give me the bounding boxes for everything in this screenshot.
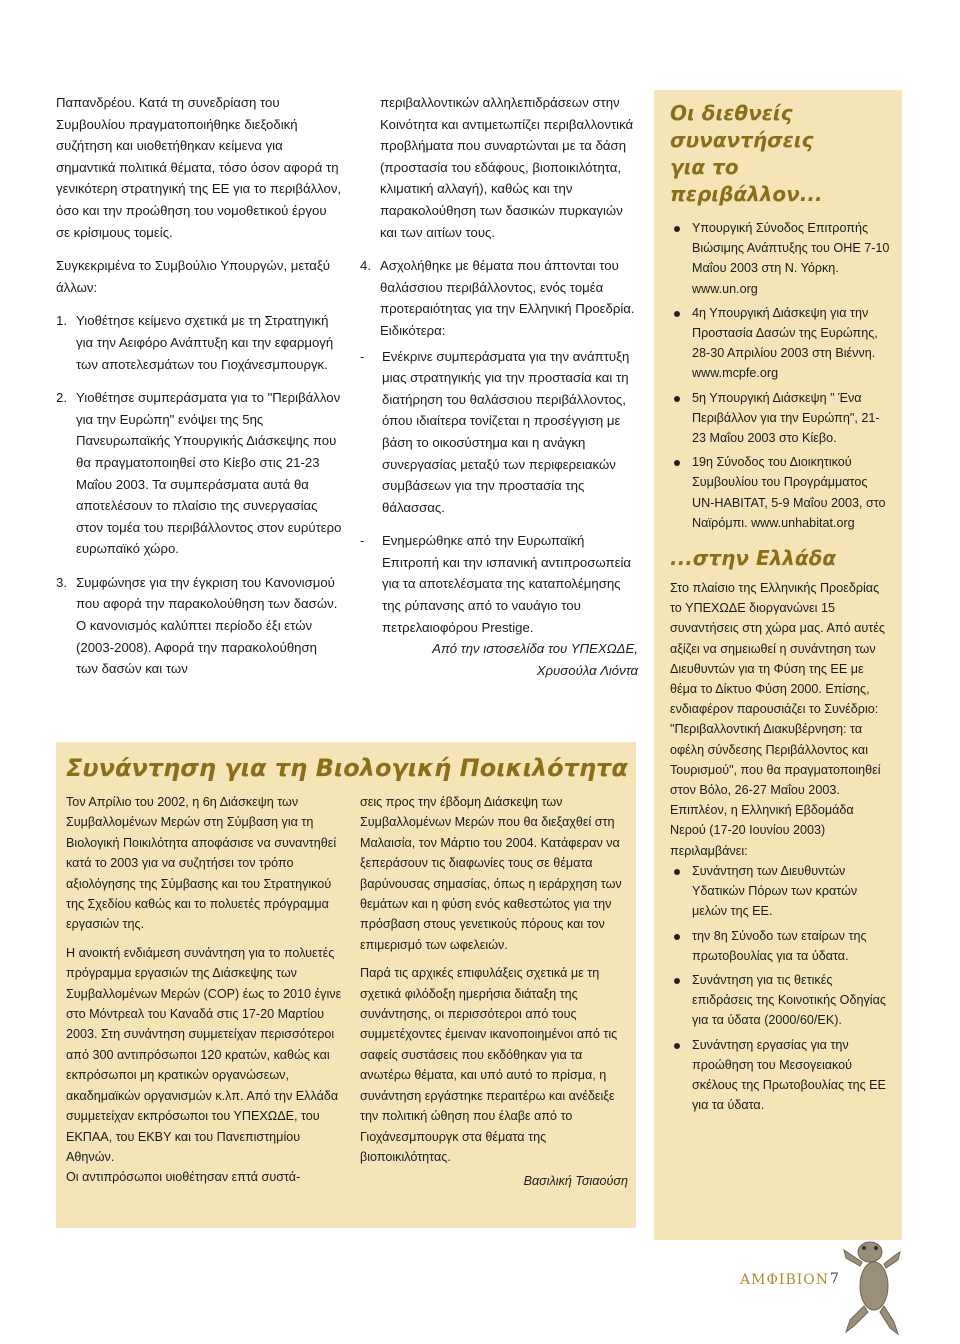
sidebar-heading-line-1: Οι διεθνείς	[670, 101, 793, 125]
list-item	[670, 861, 892, 922]
sidebar-heading-line-3: για το περιβάλλον...	[670, 155, 823, 206]
col2-numbered-list	[360, 255, 638, 341]
bio-left-paragraph-3: Οι αντιπρόσωποι υιοθέτησαν επτά συστά-	[66, 1170, 301, 1185]
list-item	[360, 530, 638, 638]
bullet-icon	[674, 869, 680, 875]
bio-right-paragraph-2: Παρά τις αρχικές επιφυλάξεις σχετικά με τη σχετικά φιλόδοξη ημερήσια διάταξη της συνάντησης, οι περισσότεροι από τους συμμετέχοντες έμειναν ικανοποιημένοι από τις σαφείς συστάσεις που εκδόθηκαν για τα ανωτέρω θέματα, και υπό αυτό το πρίσμα, η συνάντηση εργάστηκε περαιτέρω και ανέδειξε την πολιτική ώθηση που έλαβε από το Γιοχάνεσμπουργκ στα θέματα της βιοποικιλότητας.	[360, 966, 618, 1164]
col2-paragraph-1: περιβαλλοντικών αλληλεπιδράσεων στην Κοινότητα και αντιμετωπίζει περιβαλλοντικά προβλήματα που συναρτώνται με τα δάση (προστασία του εδάφους, βιοποικιλότητα, κλιματική αλλαγή), καθώς και την παρακολούθηση των δασικών πυρκαγιών και των αιτίων τους.	[380, 95, 634, 240]
list-item	[670, 218, 892, 299]
bullet-icon	[674, 311, 680, 317]
list-text: Συμφώνησε για την έγκριση του Κανονισμού που αφορά την παρακολούθηση των δασών. Ο κανονισμός καλύπτει περίοδο έξι ετών (2003-2008). Αφορά την παρακολούθηση των δασών και των	[76, 574, 338, 677]
column-2	[360, 92, 638, 681]
col1-numbered-list	[56, 310, 342, 680]
sidebar-heading-line-2: συναντήσεις	[670, 128, 814, 152]
bullet-icon	[674, 1043, 680, 1049]
author-line: Χρυσούλα Λιόντα	[536, 662, 638, 678]
bio-left-column	[66, 792, 342, 1188]
col2-dash-list	[360, 346, 638, 639]
list-text: 5η Υπουργική Διάσκεψη " Ένα Περιβάλλον για την Ευρώπη", 21-23 Μαΐου 2003 στο Κίεβο.	[692, 390, 880, 446]
bullet-icon	[674, 460, 680, 466]
list-text: Συνάντηση εργασίας για την προώθηση του Μεσογειακού σκέλους της Πρωτοβουλίας της ΕΕ για τα ύδατα.	[692, 1037, 886, 1113]
bullet-icon	[674, 934, 680, 940]
list-text: Ενέκρινε συμπεράσματα για την ανάπτυξη μιας στρατηγικής για την προστασία και τη διατήρηση του θαλάσσιου περιβάλλοντος, όπου ιδιαίτερα τονίζεται η προσέγγιση με βάση το οικοσύστημα και η ανάγκη συνεργασίας μεταξύ των περιφερειακών συμβάσεων για την προστασία της θάλασσας.	[382, 348, 630, 515]
list-item	[670, 452, 892, 533]
list-item	[670, 926, 892, 966]
list-item	[670, 388, 892, 449]
page-number: 7	[830, 1271, 839, 1287]
source-line: Από την ιστοσελίδα του ΥΠΕΧΩΔΕ,	[432, 641, 638, 657]
list-text: Υιοθέτησε κείμενο σχετικά με τη Στρατηγική για την Αειφόρο Ανάπτυξη και την εφαρμογή των αποτελεσμάτων του Γιοχάνεσμπουργκ.	[76, 313, 334, 372]
greece-meetings-list	[670, 861, 892, 1115]
bio-right-paragraph-1: σεις προς την έβδομη Διάσκεψη των Συμβαλλομένων Μερών που θα διεξαχθεί στη Μαλαισία, τον Μάρτιο του 2004. Κατάφεραν να ξεπεράσουν τις διαφωνίες τους σε θέματα βαρύνουσας σημασίας, όπως η ιεράρχηση των θεμάτων και η φύση ενός καθεστώτος για την πρόσβαση στους γενετικούς πόρους και τον επιμερισμό των ωφελειών.	[360, 795, 622, 952]
list-number: 4.	[360, 258, 371, 274]
list-text: 4η Υπουργική Διάσκεψη για την Προστασία Δασών της Ευρώπης, 28-30 Απριλίου 2003 στη Βιέννη. www.mcpfe.org	[692, 305, 878, 381]
biodiversity-title: Συνάντηση για τη Βιολογική Ποικιλότητα	[66, 754, 628, 782]
list-text: Υιοθέτησε συμπεράσματα για το "Περιβάλλον για την Ευρώπη" ενόψει της 5ης Πανευρωπαϊκής Υπουργικής Διάσκεψης που θα πραγματοποιηθεί στο Κίεβο στις 21-23 Μαΐου 2003. Τα συμπεράσματα αυτά θα αποτελέσουν το πλαίσιο της συνεργασίας στον τομέα του περιβάλλοντος στον ευρύτερο ευρωπαϊκό χώρο.	[76, 390, 342, 557]
list-number: 2.	[56, 390, 67, 406]
list-text: 19η Σύνοδος του Διοικητικού Συμβουλίου του Προγράμματος UN-HABITAT, 5-9 Μαΐου 2003, στο Ναϊρόμπι. www.unhabitat.org	[692, 455, 886, 530]
list-item	[56, 572, 342, 680]
list-dash: -	[360, 348, 365, 364]
list-text: Υπουργική Σύνοδος Επιτροπής Βιώσιμης Ανάπτυξης του ΟΗΕ 7-10 Μαΐου 2003 στη Ν. Υόρκη. www.un.org	[692, 221, 890, 296]
column-1	[56, 92, 342, 680]
list-item	[670, 303, 892, 384]
bio-left-paragraph-2: Η ανοικτή ενδιάμεση συνάντηση για το πολυετές πρόγραμμα εργασιών της Διάσκεψης των Συμβαλλομένων Μερών (COP) έως το 2010 έγινε στο Μόντρεαλ του Καναδά στις 17-20 Μαρτίου 2003. Στη συνάντηση συμμετείχαν περισσότεροι από 300 αντιπρόσωποι 120 κρατών, καθώς και εκπρόσωποι μη κρατικών οργανώσεων, ακαδημαϊκών οργανισμών κ.λπ. Από την Ελλάδα συμμετείχαν εκπρόσωποι του ΥΠΕΧΩΔΕ, του ΕΚΠΑΑ, του ΕΚΒΥ και του Πανεπιστημίου Αθηνών.	[66, 945, 342, 1164]
col1-paragraph-2: Συγκεκριμένα το Συμβούλιο Υπουργών, μεταξύ άλλων:	[56, 258, 331, 295]
list-text: την 8η Σύνοδο των εταίρων της πρωτοβουλίας για τα ύδατα.	[692, 928, 867, 963]
list-item	[56, 387, 342, 560]
col1-paragraph-1: Παπανδρέου. Κατά τη συνεδρίαση του Συμβουλίου πραγματοποιήθηκε διεξοδική συζήτηση και υιοθετήθηκαν κείμενα για σημαντικά πολιτικά θέματα, τόσο όσον αφορά τη γενικότερη στρατηγική της ΕΕ για το περιβάλλον, όσο και την προώθηση του νομοθετικού έργου σε κρίσιμους τομείς.	[56, 95, 342, 240]
list-item	[670, 970, 892, 1031]
list-number: 1.	[56, 313, 67, 329]
list-text: Ασχολήθηκε με θέματα που άπτονται του θαλάσσιου περιβάλλοντος, ενός τομέα προτεραιότητας για την Ελληνική Προεδρία. Ειδικότερα:	[380, 258, 635, 338]
list-text: Συνάντηση για τις θετικές επιδράσεις της Κοινοτικής Οδηγίας για τα ύδατα (2000/60/ΕΚ).	[692, 972, 886, 1028]
bullet-icon	[674, 396, 680, 402]
international-meetings-list	[670, 218, 892, 533]
list-item	[670, 1035, 892, 1116]
bullet-icon	[674, 226, 680, 232]
list-text: Ενημερώθηκε από την Ευρωπαϊκή Επιτροπή και την ισπανική αντιπροσωπεία για τα αποτελέσματα της καταπολέμησης της ρύπανσης από το ναυάγιο του πετρελαιοφόρου Prestige.	[382, 533, 632, 635]
list-item	[56, 310, 342, 375]
bio-signature: Βασιλική Τσιαούση	[523, 1174, 628, 1189]
sidebar-heading	[670, 100, 892, 208]
greece-heading: ...στην Ελλάδα	[670, 546, 837, 571]
list-text: Συνάντηση των Διευθυντών Υδατικών Πόρων των κρατών μελών της ΕΕ.	[692, 863, 858, 919]
bio-right-column	[360, 792, 628, 1192]
frog-icon	[842, 1228, 902, 1338]
list-item	[360, 255, 638, 341]
list-number: 3.	[56, 574, 67, 590]
list-item	[360, 346, 638, 519]
list-dash: -	[360, 533, 365, 549]
magazine-brand: ΑΜΦΙΒΙΟΝ	[740, 1272, 829, 1288]
greece-paragraph: Στο πλαίσιο της Ελληνικής Προεδρίας το ΥΠΕΧΩΔΕ διοργανώνει 15 συναντήσεις στη χώρα μας. Από αυτές αξίζει να σημειωθεί η συνάντηση των Διευθυντών για τη Φύση της ΕΕ με θέμα το Δίκτυο Φύση 2000. Επίσης, ενδιαφέρον παρουσιάζει το Συνέδριο: "Περιβαλλοντική Διακυβέρνηση: τα οφέλη σύνδεσης Περιβάλλοντος και Τουρισμού", που θα πραγματοποιηθεί στον Βόλο, 26-27 Μαΐου 2003. Επιπλέον, η Ελληνική Εβδομάδα Νερού (17-20 Ιουνίου 2003) περιλαμβάνει:	[670, 581, 885, 858]
bio-left-paragraph-1: Τον Απρίλιο του 2002, η 6η Διάσκεψη των Συμβαλλομένων Μερών στη Σύμβαση για τη Βιολογική Ποικιλότητα αποφάσισε να συναντηθεί κατά το 2003 για να συζητήσει τον τρόπο αξιολόγησης της Σύμβασης και του Στρατηγικού της Σχεδίου καθώς και το πολυετές πρόγραμμα εργασιών της.	[66, 795, 337, 932]
sidebar-content	[670, 100, 892, 1115]
bullet-icon	[674, 978, 680, 984]
